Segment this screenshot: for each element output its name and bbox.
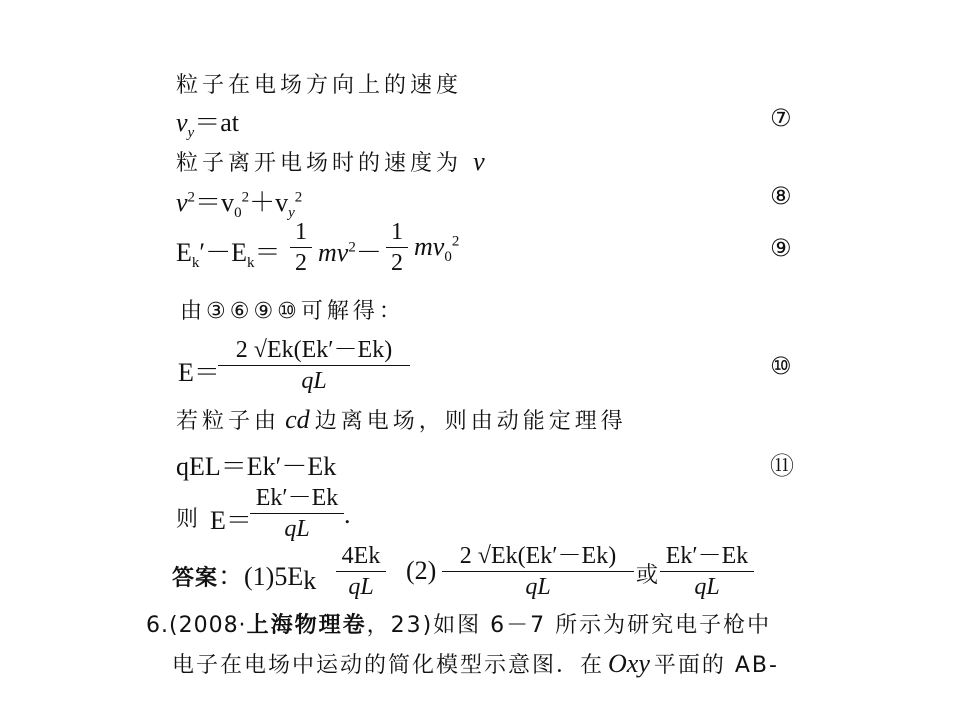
- equation-number-7: ⑦: [770, 104, 792, 132]
- solution-text-line-1: 粒子在电场方向上的速度: [176, 73, 463, 98]
- sup-2: 2: [348, 239, 356, 256]
- var-v: v: [176, 108, 188, 137]
- fraction-one-half-2: [386, 218, 408, 277]
- frac-bar: [660, 571, 754, 572]
- frac-denominator: qL: [301, 368, 327, 394]
- sub-k: k: [246, 255, 255, 272]
- equals: ＝: [254, 238, 281, 267]
- frac-numerator: 1: [295, 219, 307, 245]
- problem-6-line-1: [146, 608, 771, 639]
- period: .: [344, 500, 351, 529]
- sub-k: k: [191, 255, 200, 272]
- sub-y: y: [288, 205, 295, 222]
- frac-bar: [442, 571, 634, 572]
- prime-minus: ′－E: [199, 238, 247, 267]
- solution-text-line-3: [176, 146, 485, 177]
- problem-6-line-2: [172, 648, 779, 679]
- solution-text-line-8: [176, 404, 627, 435]
- frac-numerator: 4Ek: [341, 543, 381, 569]
- answer-part2: (2): [406, 556, 437, 585]
- frac-bar: [386, 247, 408, 248]
- sup-2: 2: [294, 189, 303, 206]
- text-if-particle: 若粒子由: [176, 409, 281, 434]
- equation-number-8: ⑧: [770, 182, 792, 210]
- problem-text: 平面的 AB-: [653, 653, 779, 678]
- equation-vy: [176, 102, 239, 142]
- frac-bar: [218, 365, 410, 366]
- answer-label: 答案: [172, 566, 219, 591]
- var-v: v: [473, 147, 485, 176]
- var-E: E: [176, 238, 192, 267]
- term-mv0-2: [414, 232, 459, 266]
- answer-or: 或: [636, 563, 659, 588]
- problem-text: ，23)如图 6－7 所示为研究电子枪中: [366, 613, 772, 638]
- frac-bar: [250, 513, 344, 514]
- equation-number-11: ⑪: [770, 452, 794, 480]
- eq-mid: ＝v: [195, 188, 235, 217]
- problem-number: 6.(2008·: [146, 613, 247, 638]
- equation-energy-lhs: [176, 232, 280, 272]
- answer-fraction-3: [660, 542, 754, 601]
- answer-fraction-1: [336, 542, 386, 601]
- problem-text: 电子在电场中运动的简化模型示意图．在: [172, 653, 605, 678]
- equation-E-lhs-2: E＝: [210, 506, 252, 535]
- fraction-E-result-2: [250, 484, 344, 543]
- sup-2: 2: [187, 189, 196, 206]
- frac-numerator: Ek′－Ek: [665, 543, 749, 569]
- sub-k: k: [303, 566, 317, 596]
- text-edge-leaving: 边离电场，则由动能定理得: [314, 409, 627, 434]
- equation-number-10: ⑩: [770, 352, 792, 380]
- answer-line: [172, 556, 316, 596]
- sub-0: 0: [444, 249, 452, 266]
- frac-bar: [336, 571, 386, 572]
- sub-0: 0: [234, 205, 242, 222]
- frac-denominator: qL: [284, 516, 310, 542]
- frac-numerator: Ek′－Ek: [255, 485, 339, 511]
- sup-2: 2: [451, 233, 460, 250]
- equation-number-9: ⑨: [770, 234, 792, 262]
- fraction-E-result: [218, 336, 410, 395]
- frac-denominator: qL: [694, 574, 720, 600]
- frac-bar: [290, 247, 312, 248]
- fraction-one-half: [290, 218, 312, 277]
- frac-numerator: 2 √Ek(Ek′－Ek): [459, 543, 617, 569]
- mv: mv: [318, 238, 349, 267]
- text-velocity-leaving: 粒子离开电场时的速度为: [176, 151, 463, 176]
- mv: mv: [414, 232, 445, 261]
- solution-text-line-6: 由③⑥⑨⑩可解得：: [180, 299, 405, 324]
- frac-numerator: 1: [391, 219, 403, 245]
- problem-source: 上海物理卷: [246, 613, 367, 638]
- minus: －: [355, 238, 382, 267]
- sup-2: 2: [241, 189, 250, 206]
- text-then: 则: [176, 507, 203, 532]
- equation-qEL: qEL＝Ek′－Ek: [176, 452, 337, 481]
- sub-y: y: [187, 125, 195, 142]
- var-v: v: [176, 188, 188, 217]
- eq-rhs: ＝at: [194, 108, 239, 137]
- answer-fraction-2: [442, 542, 634, 601]
- equation-E-lhs: E＝: [178, 358, 220, 387]
- frac-numerator: 2 √Ek(Ek′－Ek): [235, 337, 393, 363]
- var-Oxy: Oxy: [608, 649, 650, 678]
- frac-denominator: qL: [525, 574, 551, 600]
- frac-denominator: 2: [295, 250, 307, 276]
- answer-part1: ：(1)5E: [218, 562, 304, 591]
- equation-v-squared: [176, 182, 302, 222]
- frac-denominator: qL: [348, 574, 374, 600]
- eq-plus: ＋v: [249, 188, 289, 217]
- term-mv2: [318, 232, 382, 269]
- var-cd: cd: [285, 405, 310, 434]
- frac-denominator: 2: [391, 250, 403, 276]
